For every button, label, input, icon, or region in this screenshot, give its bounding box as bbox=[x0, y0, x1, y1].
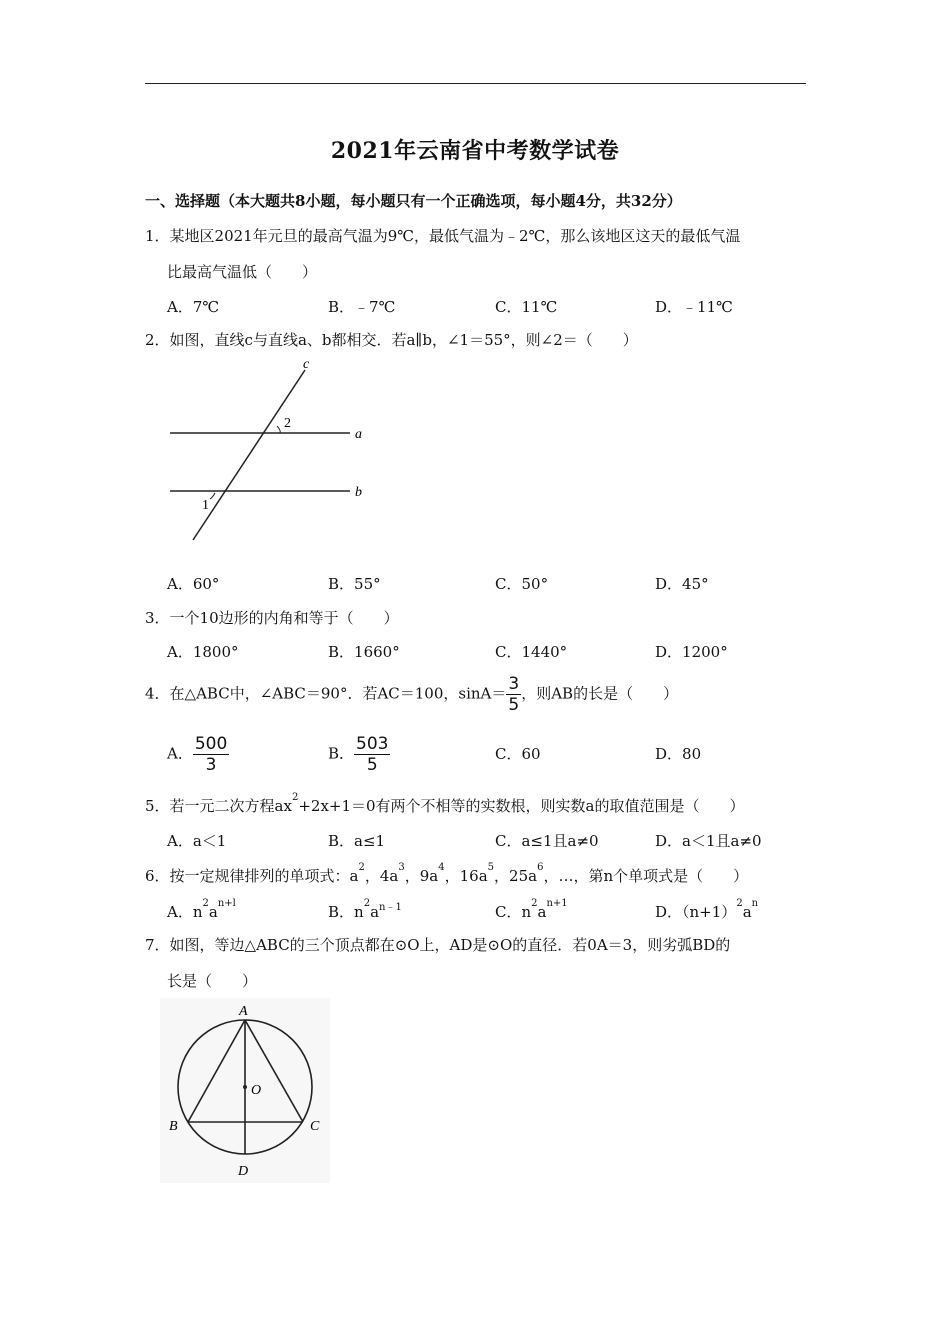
q7-label-o: O bbox=[251, 1083, 262, 1098]
q7-label-a: A bbox=[239, 1004, 248, 1019]
q2-option-b: B．55° bbox=[328, 575, 381, 593]
q1-option-b: B．﹣7℃ bbox=[328, 298, 396, 316]
q2-parallel-lines-figure bbox=[165, 358, 375, 548]
q5-text: 5．若一元二次方程$ax^2+2x+1=0$有两个不相等的实数根，则实数a的取值范围是（ ） bbox=[145, 792, 745, 815]
header-rule bbox=[145, 83, 806, 84]
q7-label-b: B bbox=[169, 1119, 178, 1134]
q6-option-a: A．$n^2a^{n+l}$ bbox=[167, 898, 236, 921]
q5-option-d: D．a＜1且a≠0 bbox=[655, 832, 762, 850]
q3-text: 3．一个10边形的内角和等于（ ） bbox=[145, 609, 399, 627]
q1-option-a: A．7℃ bbox=[167, 298, 220, 316]
q6-text: 6．按一定规律排列的单项式：$a^2$，$4a^3$，$9a^4$，$16a^5$，$25a^6$，…，第n个单项式是（ ） bbox=[145, 862, 749, 885]
q4-option-c: C．60 bbox=[495, 745, 541, 763]
q2-text: 2．如图，直线c与直线a、b都相交．若a∥b，∠1＝55°，则∠2＝（ ） bbox=[145, 331, 638, 349]
q1-text-line2: 比最高气温低（ ） bbox=[167, 263, 318, 281]
q4-text bbox=[145, 674, 678, 715]
q4-option-d: D．80 bbox=[655, 745, 702, 763]
q2-label-2: 2 bbox=[284, 416, 291, 431]
q1-option-d: D．﹣11℃ bbox=[655, 298, 733, 316]
q2-label-b: b bbox=[355, 485, 362, 500]
q2-option-c: C．50° bbox=[495, 575, 549, 593]
q2-option-a: A．60° bbox=[167, 575, 220, 593]
q5-option-c: C．a≤1且a≠0 bbox=[495, 832, 599, 850]
q3-option-b: B．1660° bbox=[328, 643, 400, 661]
page-title: 2021年云南省中考数学试卷 bbox=[330, 138, 620, 164]
q3-option-a: A．1800° bbox=[167, 643, 239, 661]
q2-label-c: c bbox=[303, 358, 310, 372]
q4-option-b: B． $\frac{503}{5}$ bbox=[328, 734, 389, 775]
q7-label-c: C bbox=[310, 1119, 320, 1134]
q4-fraction: $\frac{3}{5}$ bbox=[508, 674, 520, 715]
q2-label-1: 1 bbox=[202, 498, 209, 513]
q7-text-line1: 7．如图，等边△ABC的三个顶点都在⊙O上，AD是⊙O的直径．若0A＝3，则劣弧BD的 bbox=[145, 936, 731, 954]
q3-option-d: D．1200° bbox=[655, 643, 728, 661]
q5-option-a: A．a＜1 bbox=[167, 832, 227, 850]
q1-text-line1: 1．某地区2021年元旦的最高气温为9℃，最低气温为﹣2℃，那么该地区这天的最低气温 bbox=[145, 227, 741, 245]
section-heading: 一、选择题（本大题共8小题，每小题只有一个正确选项，每小题4分，共32分） bbox=[145, 192, 682, 210]
q7-label-d: D bbox=[238, 1164, 249, 1179]
q7-text-line2: 长是（ ） bbox=[167, 972, 258, 990]
q5-option-b: B．a≤1 bbox=[328, 832, 386, 850]
q6-option-c: C．$n^2a^{n+1}$ bbox=[495, 898, 568, 921]
q4-option-a: A． $\frac{500}{3}$ bbox=[167, 734, 228, 775]
q2-label-a: a bbox=[355, 427, 362, 442]
q4-text-post: ，则AB的长是（ ） bbox=[521, 684, 679, 703]
q2-option-d: D．45° bbox=[655, 575, 709, 593]
q6-option-b: B．$n^2a^{n﹣1}$ bbox=[328, 898, 402, 921]
q4-text-pre: 4．在△ABC中，∠ABC＝90°．若AC＝100，sinA＝ bbox=[145, 684, 507, 703]
q6-option-d: D．$(n+1)^2a^n$ bbox=[655, 898, 759, 921]
q3-option-c: C．1440° bbox=[495, 643, 568, 661]
q1-option-c: C．11℃ bbox=[495, 298, 558, 316]
q7-circle-triangle-figure bbox=[160, 998, 330, 1183]
